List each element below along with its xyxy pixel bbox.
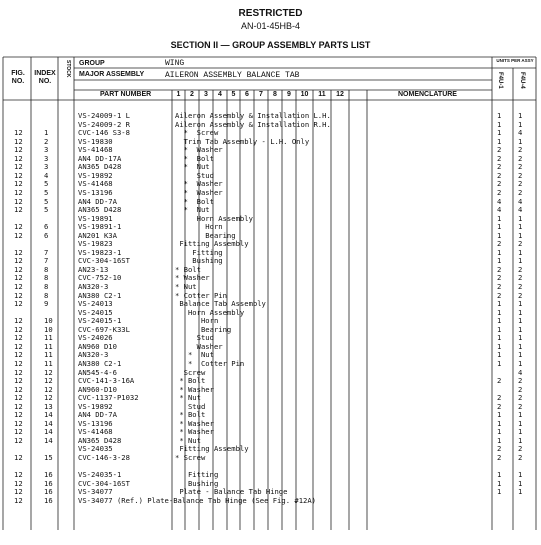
nomenclature-cell: * Nut [175,393,201,403]
units-f4u1-cell: 1 [497,427,502,437]
level-header-11: 11 [318,91,326,98]
nomenclature-cell: Bearing [175,324,232,334]
part-number-cell: VS-19892 [78,170,113,180]
table-row [3,317,536,325]
part-number-cell: CVC-752-10 [78,273,122,283]
units-f4u4-cell: 1 [518,111,523,120]
unit-col-f4u4: F4U-4 [519,72,525,89]
level-header-1: 1 [176,91,181,98]
nomenclature-cell: Fitting [175,470,219,480]
fig-no-cell: 12 [14,136,23,146]
part-number-cell: VS-34077 (Ref.) Plate-Balance Tab Hinge (See Fig. #12A) [78,495,316,505]
index-no-cell: 1 [44,128,49,138]
nomenclature-cell: Washer [175,341,223,351]
index-no-cell: 12 [44,384,53,394]
level-header-7: 7 [259,91,263,98]
level-header-5: 5 [231,91,236,98]
units-f4u1-cell: 1 [497,418,502,428]
units-f4u4-cell: 2 [518,162,523,172]
units-f4u4-cell: 1 [518,341,523,351]
fig-no-cell: 12 [14,187,23,197]
nomenclature-cell: Screw [175,367,206,377]
part-number-cell: VS-19823-1 [78,247,122,257]
fig-no-cell: 12 [14,145,23,155]
units-f4u1-cell: 4 [497,196,502,206]
units-f4u4-cell: 1 [518,119,523,129]
units-f4u4-cell: 1 [518,478,523,488]
index-no-cell: 5 [44,187,49,197]
fig-no-cell: 12 [14,273,23,283]
part-number-cell: AN365 D428 [78,162,122,172]
units-f4u4-cell: 4 [518,205,523,215]
units-f4u1-cell: 2 [497,239,502,249]
part-number-cell: AN365 D428 [78,435,122,445]
fig-no-cell: 12 [14,393,23,403]
units-f4u4-cell: 1 [518,222,523,232]
fig-no-cell: 12 [14,299,23,309]
parts-list [3,0,536,545]
nomenclature-cell: * Bolt [175,196,214,206]
fig-no-header: FIG. NO. [11,70,25,85]
part-number-cell: AN23-13 [78,264,109,274]
units-per-assy-header: UNITS PER ASSY [496,58,534,63]
units-f4u1-cell: 2 [497,179,502,189]
index-no-cell: 6 [44,230,49,240]
part-number-cell: VS-24035-1 [78,470,122,480]
nomenclature-cell: Bearing [175,230,236,240]
index-no-cell: 7 [44,256,49,266]
units-f4u4-cell: 1 [518,410,523,420]
index-no-cell: 4 [44,170,49,180]
part-number-cell: VS-41468 [78,179,113,189]
table-row [3,283,536,291]
part-number-cell: AN320-3 [78,282,109,291]
index-no-cell: 12 [44,393,53,403]
units-f4u4-cell: 4 [518,128,523,138]
level-header-3: 3 [204,91,208,98]
nomenclature-cell: * Nut [175,435,201,445]
units-f4u1-cell: 2 [497,273,502,283]
index-no-cell: 5 [44,179,49,189]
part-number-cell: AN4 DD-7A [78,410,117,420]
fig-no-cell: 12 [14,230,23,240]
units-f4u1-cell: 2 [497,162,502,172]
table-row [3,497,536,505]
part-number-cell: VS-24026 [78,333,113,343]
fig-no-cell: 12 [14,487,23,497]
units-f4u4-cell: 1 [518,247,523,257]
nomenclature-header: NOMENCLATURE [398,91,457,98]
table-row [3,189,536,197]
units-f4u4-cell: 2 [518,179,523,189]
units-f4u1-cell: 1 [497,341,502,351]
index-no-cell: 8 [44,282,49,291]
units-f4u4-cell: 1 [518,136,523,146]
units-f4u1-cell: 1 [497,316,502,326]
part-number-cell: VS-24009-1 L [78,111,130,120]
table-row [3,223,536,231]
nomenclature-cell: Horn [175,316,219,326]
part-number-cell: VS-24015 [78,307,113,317]
part-number-cell: AN365 D428 [78,205,122,215]
fig-no-cell: 12 [14,495,23,505]
units-f4u4-cell: 2 [518,290,523,300]
level-header-10: 10 [300,91,309,98]
table-row [3,377,536,385]
table-row [3,488,536,496]
part-number-cell: CVC-304-16ST [78,478,130,488]
index-no-cell: 3 [44,153,49,163]
fig-no-cell: 12 [14,376,23,386]
index-no-header: INDEX NO. [34,70,56,85]
index-no-cell: 9 [44,299,49,309]
units-f4u1-cell: 2 [497,376,502,386]
units-f4u4-cell: 2 [518,153,523,163]
index-no-cell: 10 [44,316,53,326]
part-number-cell: VS-41468 [78,145,113,155]
level-header-6: 6 [245,91,249,98]
index-no-cell: 12 [44,376,53,386]
nomenclature-cell: Trim Tab Assembly - L.H. Only [175,136,310,146]
units-f4u4-cell: 1 [518,418,523,428]
units-f4u1-cell: 2 [497,401,502,411]
units-f4u1-cell: 1 [497,487,502,497]
nomenclature-cell: Stud [175,170,214,180]
units-f4u4-cell: 1 [518,333,523,343]
document-number: AN-01-45HB-4 [240,21,301,31]
units-f4u1-cell: 1 [497,299,502,309]
restricted-label: RESTRICTED [238,8,303,19]
index-no-cell: 16 [44,478,53,488]
fig-no-cell: 12 [14,324,23,334]
fig-no-cell: 12 [14,282,23,291]
units-f4u4-cell: 2 [518,239,523,249]
units-f4u4-cell: 2 [518,453,523,462]
fig-no-cell: 12 [14,153,23,163]
part-number-cell: CVC-697-K33L [78,324,130,334]
index-no-cell: 11 [44,358,53,368]
units-f4u1-cell: 1 [497,470,502,480]
nomenclature-cell: * Nut [175,350,214,360]
nomenclature-cell: Fitting Assembly [175,444,249,454]
part-number-cell: VS-13196 [78,187,113,197]
nomenclature-cell: * Bolt [175,410,206,420]
nomenclature-cell: Fitting [175,247,223,257]
units-f4u4-cell: 4 [518,196,523,206]
units-f4u1-cell: 1 [497,230,502,240]
part-number-cell: AN545-4-6 [78,367,117,377]
part-number-cell: AN380 C2-1 [78,290,122,300]
units-f4u4-cell: 2 [518,401,523,411]
units-f4u4-cell: 1 [518,213,523,223]
index-no-cell: 3 [44,145,49,155]
units-f4u1-cell: 2 [497,444,502,454]
units-f4u4-cell: 1 [518,324,523,334]
part-number-cell: VS-24009-2 R [78,119,130,129]
units-f4u4-cell: 2 [518,170,523,180]
fig-no-cell: 12 [14,162,23,172]
index-no-cell: 6 [44,222,49,232]
part-number-cell: CVC-146 S3-8 [78,128,130,138]
units-f4u4-cell: 1 [518,470,523,480]
nomenclature-cell: * Washer [175,179,223,189]
nomenclature-cell: Aileron Assembly & Installation R.H. [175,119,331,129]
units-f4u1-cell: 1 [497,256,502,266]
part-number-cell: VS-19830 [78,136,113,146]
nomenclature-cell: Aileron Assembly & Installation L.H. [175,111,331,120]
stock-code-header: STOCK [65,60,71,78]
nomenclature-cell: Plate - Balance Tab Hinge [175,487,288,497]
units-f4u1-cell: 2 [497,187,502,197]
part-number-header: PART NUMBER [100,91,152,98]
units-f4u4-cell: 1 [518,358,523,368]
index-no-cell: 16 [44,495,53,505]
group-value: WING [165,59,185,68]
units-f4u1-cell: 2 [497,153,502,163]
part-number-cell: VS-34077 [78,487,113,497]
part-number-cell: CVC-1137-P1032 [78,393,139,403]
index-no-cell: 2 [44,136,49,146]
fig-no-cell: 12 [14,179,23,189]
part-number-cell: AN201 K3A [78,230,117,240]
index-no-cell: 11 [44,333,53,343]
part-number-cell: VS-24013 [78,299,113,309]
part-number-cell: AN380 C2-1 [78,358,122,368]
nomenclature-cell: Horn [175,222,223,232]
units-f4u4-cell: 1 [518,307,523,317]
nomenclature-cell: * Washer [175,418,214,428]
units-f4u1-cell: 1 [497,358,502,368]
fig-no-cell: 12 [14,264,23,274]
fig-no-cell: 12 [14,478,23,488]
index-no-cell: 13 [44,401,53,411]
fig-no-cell: 12 [14,401,23,411]
units-f4u1-cell: 1 [497,119,502,129]
nomenclature-cell: Stud [175,333,214,343]
part-number-cell: AN4 DD-7A [78,196,117,206]
index-no-cell: 12 [44,367,53,377]
units-f4u4-cell: 1 [518,230,523,240]
major-assembly-label: MAJOR ASSEMBLY [79,71,145,78]
units-f4u4-cell: 2 [518,376,523,386]
units-f4u1-cell: 1 [497,128,502,138]
units-f4u1-cell: 1 [497,333,502,343]
table-row [3,454,536,462]
units-f4u1-cell: 1 [497,410,502,420]
fig-no-cell: 12 [14,205,23,215]
part-number-cell: VS-19892 [78,401,113,411]
nomenclature-cell: * Screw [175,128,219,138]
part-number-cell: CVC-304-16ST [78,256,130,266]
units-f4u1-cell: 2 [497,282,502,291]
fig-no-cell: 12 [14,350,23,360]
part-number-cell: AN960 D10 [78,341,117,351]
nomenclature-cell: * Washer [175,384,214,394]
table-row [3,112,536,120]
table-row [3,146,536,154]
units-f4u4-cell: 1 [518,316,523,326]
level-header-8: 8 [273,91,277,98]
index-no-cell: 11 [44,350,53,360]
units-f4u4-cell: 2 [518,393,523,403]
units-f4u4-cell: 2 [518,273,523,283]
index-no-cell: 14 [44,427,53,437]
nomenclature-cell: * Washer [175,187,223,197]
part-number-cell: VS-41468 [78,427,113,437]
units-f4u4-cell: 2 [518,444,523,454]
table-row [3,360,536,368]
units-f4u4-cell: 1 [518,256,523,266]
units-f4u1-cell: 2 [497,393,502,403]
index-no-cell: 8 [44,290,49,300]
nomenclature-cell: Horn Assembly [175,307,245,317]
nomenclature-cell: Balance Tab Assembly [175,299,266,309]
nomenclature-cell: * Washer [175,273,210,283]
units-f4u4-cell: 1 [518,487,523,497]
fig-no-cell: 12 [14,358,23,368]
units-f4u4-cell: 1 [518,350,523,360]
nomenclature-cell: * Bolt [175,376,206,386]
level-header-4: 4 [218,91,222,98]
units-f4u4-cell: 4 [518,367,523,377]
fig-no-cell: 12 [14,435,23,445]
fig-no-cell: 12 [14,367,23,377]
nomenclature-cell: Horn Assembly [175,213,253,223]
units-f4u1-cell: 1 [497,324,502,334]
part-number-cell: VS-24015-1 [78,316,122,326]
units-f4u1-cell: 2 [497,264,502,274]
nomenclature-cell: * Screw [175,453,206,462]
index-no-cell: 15 [44,453,53,462]
table-row [3,394,536,402]
nomenclature-cell: * Nut [175,205,210,215]
part-number-cell: VS-19891 [78,213,113,223]
units-f4u1-cell: 1 [497,478,502,488]
table-row [3,206,536,214]
fig-no-cell: 12 [14,290,23,300]
fig-no-cell: 12 [14,316,23,326]
table-row [3,129,536,137]
units-f4u1-cell: 2 [497,145,502,155]
part-number-cell: AN4 DD-17A [78,153,122,163]
part-number-cell: AN320-3 [78,350,109,360]
nomenclature-cell: * Bolt [175,264,201,274]
fig-no-cell: 12 [14,247,23,257]
units-f4u1-cell: 1 [497,222,502,232]
major-assembly-value: AILERON ASSEMBLY BALANCE TAB [165,71,300,80]
index-no-cell: 8 [44,273,49,283]
fig-no-cell: 12 [14,128,23,138]
fig-no-cell: 12 [14,222,23,232]
nomenclature-cell: Stud [175,401,206,411]
units-f4u1-cell: 1 [497,350,502,360]
units-f4u1-cell: 2 [497,453,502,462]
nomenclature-cell: * Cotter Pin [175,290,227,300]
fig-no-cell: 12 [14,333,23,343]
part-number-cell: AN960-D10 [78,384,117,394]
units-f4u1-cell: 1 [497,111,502,120]
part-number-cell: VS-19823 [78,239,113,249]
units-f4u1-cell: 2 [497,170,502,180]
fig-no-cell: 12 [14,453,23,462]
units-f4u1-cell: 1 [497,213,502,223]
index-no-cell: 3 [44,162,49,172]
part-number-cell: VS-13196 [78,418,113,428]
level-header-2: 2 [190,91,194,98]
units-f4u1-cell: 1 [497,435,502,445]
group-label: GROUP [79,60,105,67]
index-no-cell: 14 [44,410,53,420]
index-no-cell: 14 [44,418,53,428]
part-number-cell: CVC-141-3-16A [78,376,135,386]
nomenclature-cell: * Nut [175,162,210,172]
units-f4u1-cell: 2 [497,290,502,300]
units-f4u1-cell: 4 [497,205,502,215]
fig-no-cell: 12 [14,418,23,428]
units-f4u1-cell: 1 [497,247,502,257]
nomenclature-cell: * Bolt [175,153,214,163]
part-number-cell: VS-24035 [78,444,113,454]
index-no-cell: 5 [44,205,49,215]
nomenclature-cell: * Cotter Pin [175,358,245,368]
units-f4u1-cell: 1 [497,307,502,317]
units-f4u4-cell: 2 [518,145,523,155]
fig-no-cell: 12 [14,427,23,437]
units-f4u4-cell: 2 [518,282,523,291]
fig-no-cell: 12 [14,470,23,480]
part-number-cell: CVC-146-3-28 [78,453,130,462]
index-no-cell: 11 [44,341,53,351]
units-f4u4-cell: 2 [518,384,523,394]
units-f4u4-cell: 1 [518,299,523,309]
fig-no-cell: 12 [14,410,23,420]
units-f4u1-cell: 1 [497,136,502,146]
fig-no-cell: 12 [14,256,23,266]
nomenclature-cell: Bushing [175,478,219,488]
level-header-12: 12 [336,91,344,98]
index-no-cell: 16 [44,470,53,480]
units-f4u4-cell: 2 [518,264,523,274]
fig-no-cell: 12 [14,170,23,180]
nomenclature-cell: Bushing [175,256,223,266]
units-f4u4-cell: 1 [518,435,523,445]
part-number-cell: VS-19891-1 [78,222,122,232]
fig-no-cell: 12 [14,341,23,351]
table-row [3,471,536,479]
section-title: SECTION II — GROUP ASSEMBLY PARTS LIST [170,40,371,50]
level-header-9: 9 [287,91,291,98]
nomenclature-cell: * Nut [175,282,197,291]
table-row [3,300,536,308]
index-no-cell: 10 [44,324,53,334]
fig-no-cell: 12 [14,384,23,394]
fig-no-cell: 12 [14,196,23,206]
index-no-cell: 14 [44,435,53,445]
nomenclature-cell: Fitting Assembly [175,239,249,249]
index-no-cell: 8 [44,264,49,274]
nomenclature-cell: * Washer [175,145,223,155]
units-f4u4-cell: 1 [518,427,523,437]
index-no-cell: 5 [44,196,49,206]
index-no-cell: 16 [44,487,53,497]
units-f4u4-cell: 2 [518,187,523,197]
unit-col-f4u1: F4U-1 [497,72,503,89]
nomenclature-cell: * Washer [175,427,214,437]
index-no-cell: 7 [44,247,49,257]
